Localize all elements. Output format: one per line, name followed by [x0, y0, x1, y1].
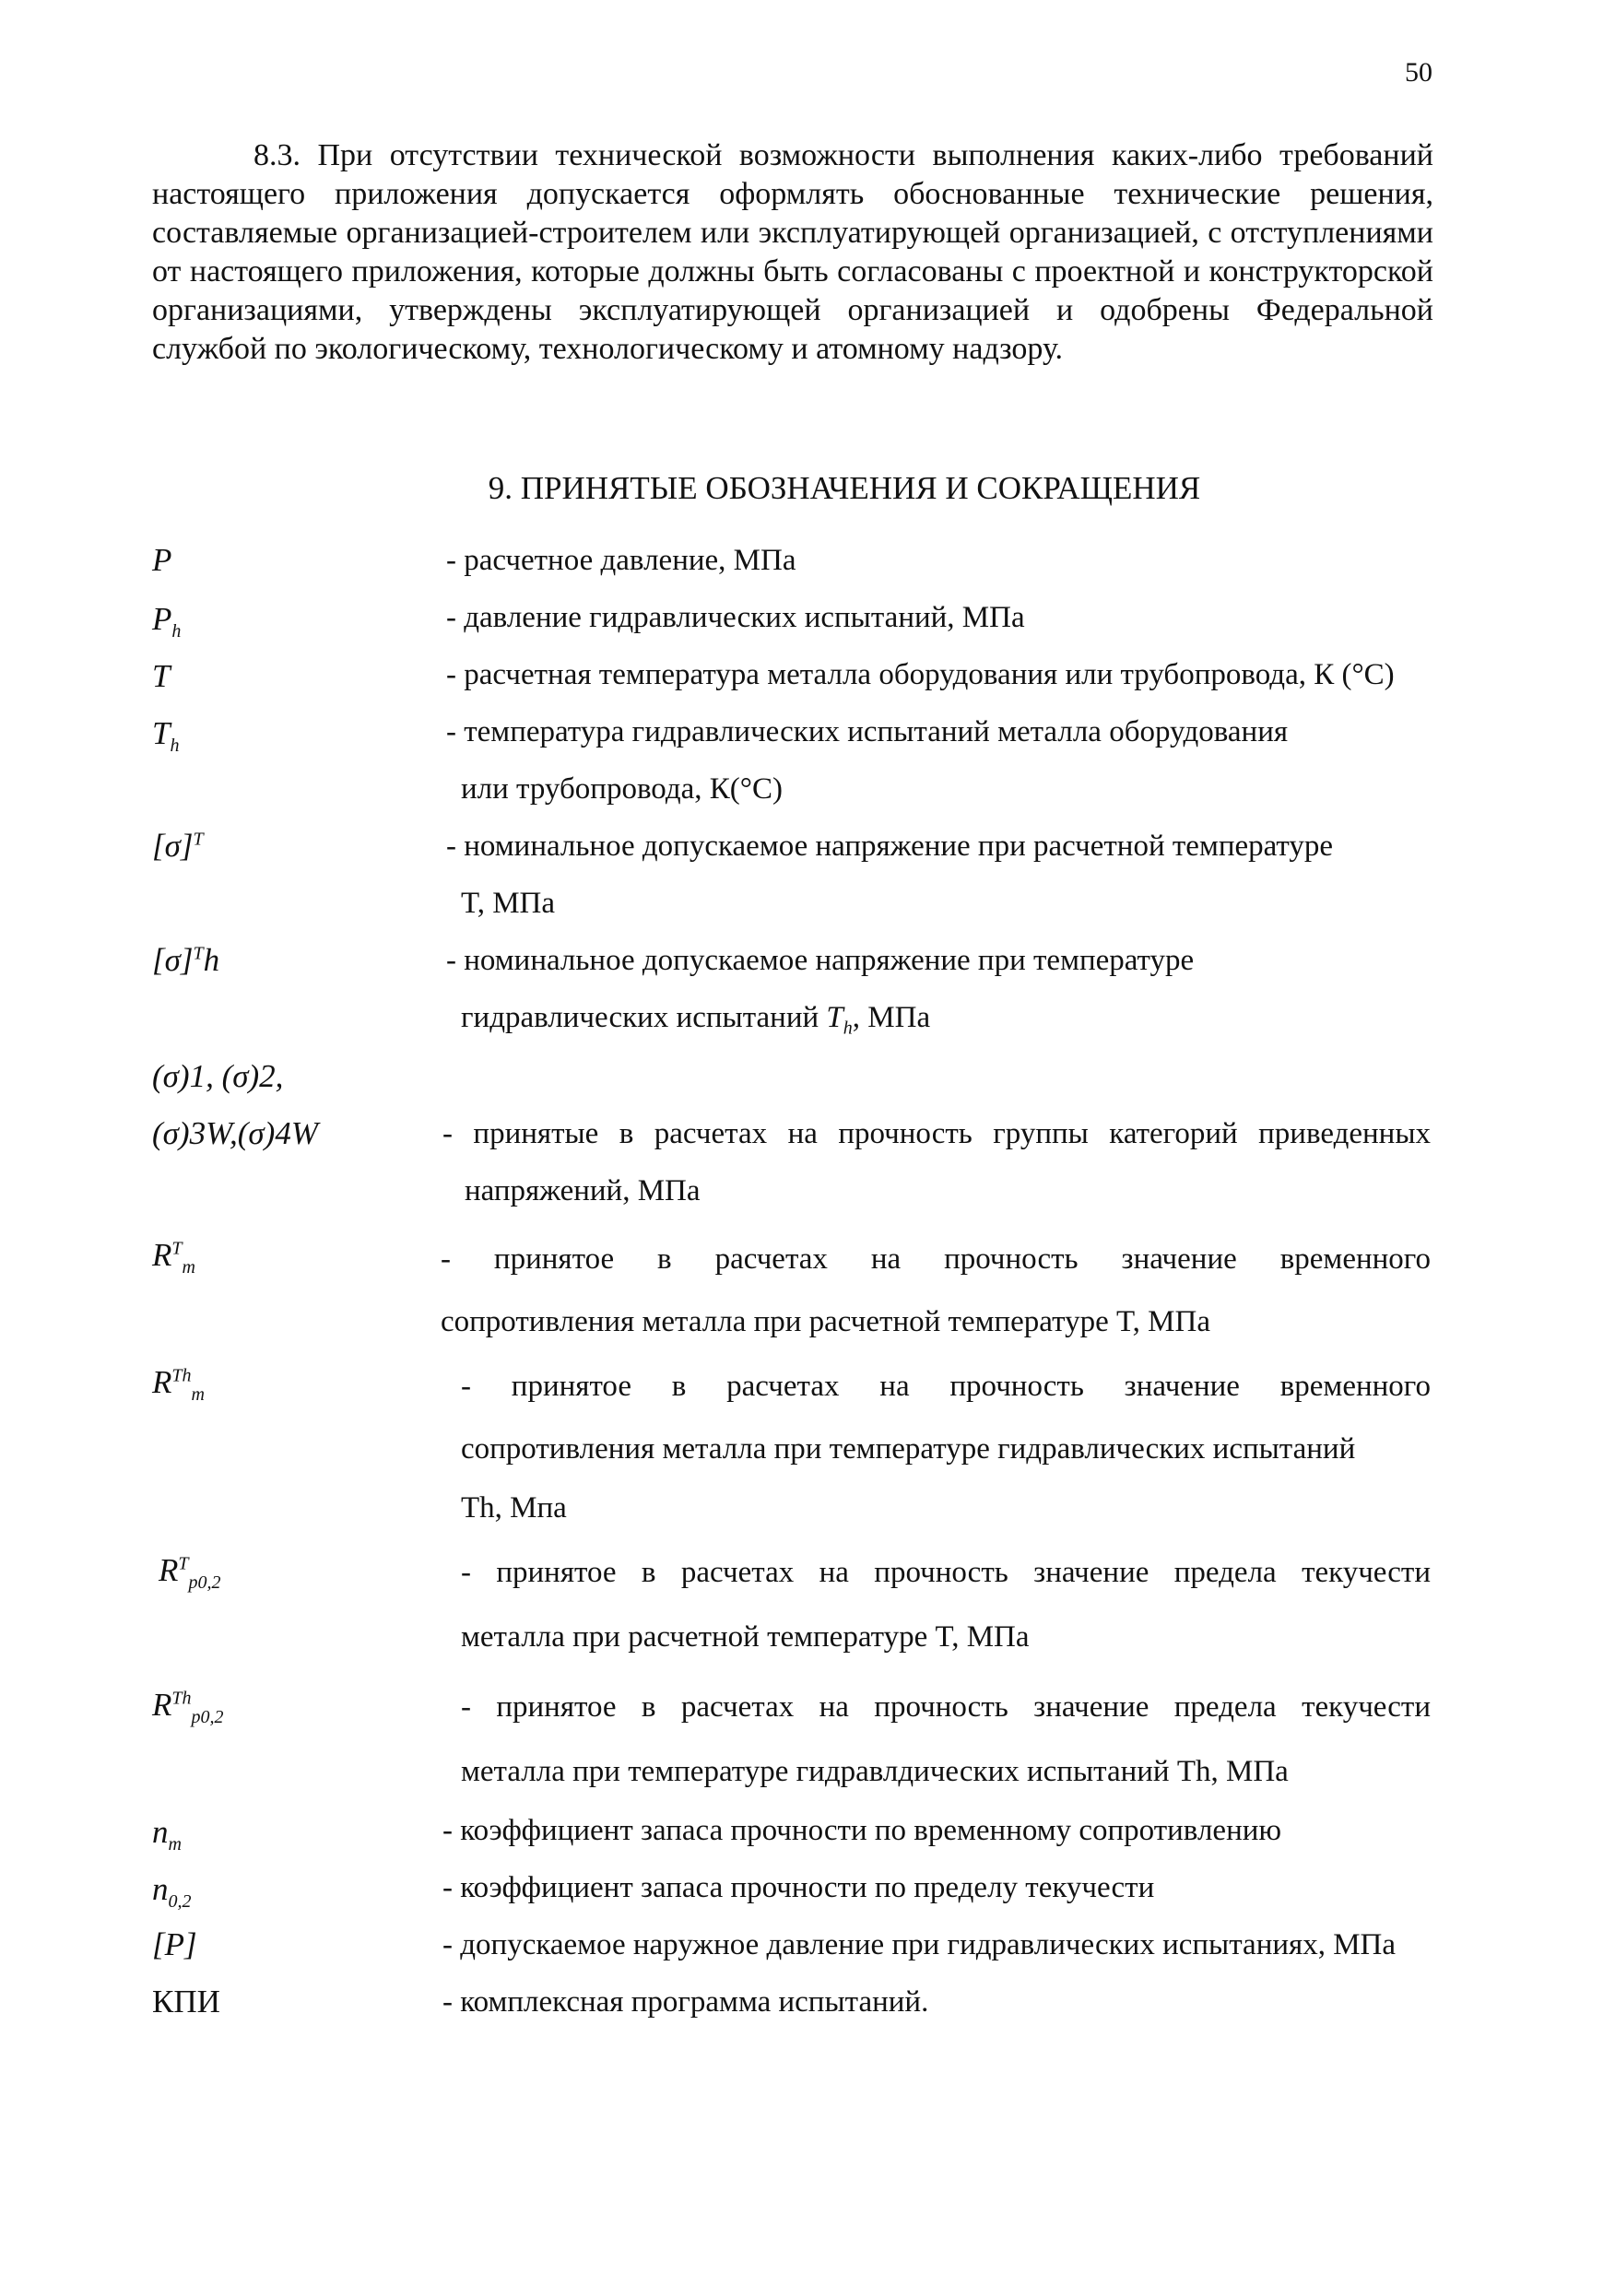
term-pp: [P]: [152, 1926, 197, 1962]
def-rm-th-line1: - принятое в расчетах на прочность значение временного: [461, 1370, 1431, 1403]
term-sigma-th: $[\sigma]^Th$: [152, 942, 220, 978]
def-pp: - допускаемое наружное давление при гидравлических испытаниях, МПа: [442, 1928, 1397, 1961]
paragraph-8-3: 8.3. При отсутствии технической возможности выполнения каких-либо требований настоящего приложения допускается оформлять обоснованные технические решения, составляемые организацией-строителем или эксплуатирующей организацией, с отступлениями от настоящего приложения, которые должны быть согласованы с проектной и конструкторской организациями, утверждены эксплуатирующей организацией и одобрены Федеральной службой по экологическому, технологическому и атомному надзору.: [152, 138, 1433, 366]
def-sigma-groups-line2: напряжений, МПа: [465, 1174, 701, 1207]
term-p: P: [152, 542, 172, 578]
def-rm-th-line2: сопротивления металла при температуре гидравлических испытаний: [461, 1432, 1356, 1466]
page-number: 50: [1405, 57, 1432, 88]
def-kpi: - комплексная программа испытаний.: [442, 1985, 929, 2019]
term-th: $T_h$: [152, 715, 180, 756]
def-n02: - коэффициент запаса прочности по пределу текучести: [442, 1871, 1155, 1904]
def-rm-th-line3: Th, Мпа: [461, 1491, 567, 1525]
def-sigma-t-line1: - номинальное допускаемое напряжение при расчетной температуре: [446, 830, 1334, 863]
def-t: - расчетная температура металла оборудования или трубопровода, К (°С): [446, 658, 1395, 691]
term-sigma-groups-line2: (σ)3W,(σ)4W: [152, 1115, 318, 1151]
def-sigma-th-line1: - номинальное допускаемое напряжение при температуре: [446, 944, 1195, 977]
def-rp-t-line2: металла при расчетной температуре T, МПа: [461, 1620, 1030, 1654]
def-nm: - коэффициент запаса прочности по временному сопротивлению: [442, 1814, 1282, 1847]
term-rp-th: $R^{Th}_{p0,2}$: [152, 1687, 224, 1727]
term-rm-t: $R^T_m$: [152, 1237, 195, 1278]
term-rp-t: $R^T_{p0,2}$: [159, 1552, 221, 1593]
def-rm-t-line2: сопротивления металла при расчетной температуре T, МПа: [441, 1305, 1210, 1338]
term-ph: $P_h$: [152, 601, 182, 642]
term-sigma-groups-line1: (σ)1, (σ)2,: [152, 1058, 284, 1094]
term-sigma-t: $[\sigma]^T$: [152, 828, 204, 864]
def-th-line2: или трубопровода, К(°С): [461, 772, 783, 806]
section-title: 9. ПРИНЯТЫЕ ОБОЗНАЧЕНИЯ И СОКРАЩЕНИЯ: [488, 470, 1201, 506]
term-n02: $n_{0,2}$: [152, 1871, 192, 1912]
term-nm: $n_m$: [152, 1814, 182, 1854]
def-sigma-t-line2: T, МПа: [461, 887, 556, 920]
def-th-line1: - температура гидравлических испытаний металла оборудования: [446, 715, 1289, 748]
term-t: T: [152, 658, 171, 694]
def-sigma-th-line2: гидравлических испытаний $T_h$, МПа: [461, 1001, 931, 1039]
def-rp-th-line2: металла при температуре гидравлдических испытаний Th, МПа: [461, 1755, 1289, 1788]
def-p: - расчетное давление, МПа: [446, 544, 796, 577]
def-rp-t-line1: - принятое в расчетах на прочность значение предела текучести: [461, 1556, 1431, 1589]
term-kpi: КПИ: [152, 1984, 220, 2019]
term-rm-th: $R^{Th}_m$: [152, 1364, 205, 1405]
def-sigma-groups-line1: - принятые в расчетах на прочность группы категорий приведенных: [442, 1117, 1431, 1150]
def-ph: - давление гидравлических испытаний, МПа: [446, 601, 1025, 634]
def-rp-th-line1: - принятое в расчетах на прочность значение предела текучести: [461, 1690, 1431, 1724]
def-rm-t-line1: - принятое в расчетах на прочность значение временного: [441, 1242, 1431, 1276]
